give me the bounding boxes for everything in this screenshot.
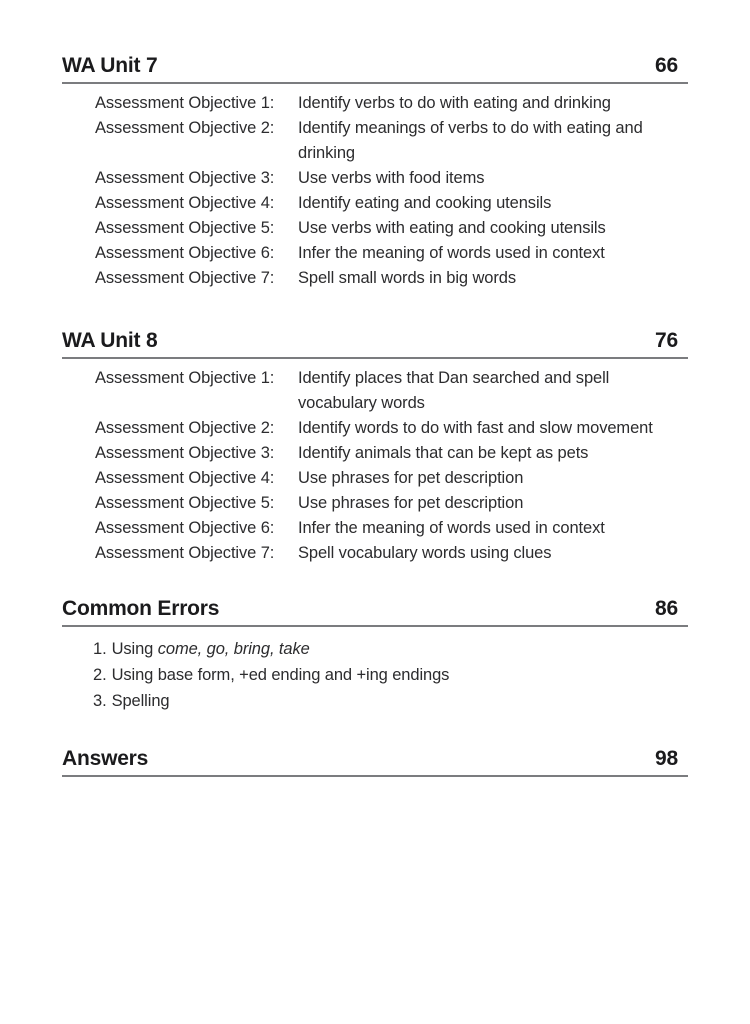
objectives-list-unit-7 <box>95 91 688 291</box>
section-page-number: 98 <box>655 747 678 770</box>
objective-row <box>95 516 688 541</box>
section-heading-wa-unit-7 <box>62 53 688 84</box>
objective-row <box>95 541 688 566</box>
section-page-number: 66 <box>655 54 678 77</box>
list-item-text: Using come, go, bring, take <box>111 640 310 658</box>
objective-label: Assessment Objective 1: <box>95 94 275 112</box>
objective-description: Use verbs with eating and cooking utensils <box>298 219 606 237</box>
objective-description: Identify places that Dan searched and spell vocabulary words <box>298 369 610 412</box>
objectives-list-unit-8 <box>95 366 688 566</box>
list-item <box>93 636 688 662</box>
objective-row <box>95 266 688 291</box>
objective-row <box>95 116 688 166</box>
list-item-text: Spelling <box>111 692 170 710</box>
objective-description: Infer the meaning of words used in context <box>298 244 605 262</box>
section-title: Common Errors <box>62 597 220 620</box>
objective-description: Identify meanings of verbs to do with eating and drinking <box>298 119 643 162</box>
list-item-number: 3. <box>93 692 107 710</box>
objective-description: Use phrases for pet description <box>298 494 524 512</box>
objective-label: Assessment Objective 3: <box>95 444 275 462</box>
objective-row <box>95 241 688 266</box>
objective-label: Assessment Objective 7: <box>95 269 275 287</box>
list-item-text: Using base form, +ed ending and +ing endings <box>111 666 450 684</box>
objective-label: Assessment Objective 5: <box>95 219 275 237</box>
list-item <box>93 688 688 714</box>
objective-description: Use phrases for pet description <box>298 469 524 487</box>
objective-row <box>95 491 688 516</box>
list-item <box>93 662 688 688</box>
objective-label: Assessment Objective 6: <box>95 519 275 537</box>
list-item-number: 2. <box>93 666 107 684</box>
objective-label: Assessment Objective 3: <box>95 169 275 187</box>
objective-label: Assessment Objective 7: <box>95 544 275 562</box>
objective-row <box>95 416 688 441</box>
section-title: Answers <box>62 747 149 770</box>
objective-description: Use verbs with food items <box>298 169 485 187</box>
objective-label: Assessment Objective 5: <box>95 494 275 512</box>
section-page-number: 86 <box>655 597 678 620</box>
objective-description: Identify verbs to do with eating and drinking <box>298 94 611 112</box>
objective-row <box>95 91 688 116</box>
section-title: WA Unit 7 <box>62 54 158 77</box>
objective-row <box>95 191 688 216</box>
objective-description: Identify eating and cooking utensils <box>298 194 552 212</box>
objective-label: Assessment Objective 6: <box>95 244 275 262</box>
section-title: WA Unit 8 <box>62 329 158 352</box>
section-page-number: 76 <box>655 329 678 352</box>
objective-description: Identify animals that can be kept as pets <box>298 444 589 462</box>
objective-description: Spell vocabulary words using clues <box>298 544 552 562</box>
list-item-number: 1. <box>93 640 107 658</box>
section-heading-answers <box>62 746 688 777</box>
objective-label: Assessment Objective 4: <box>95 194 275 212</box>
objective-row <box>95 466 688 491</box>
objective-description: Infer the meaning of words used in context <box>298 519 605 537</box>
common-errors-list <box>93 636 688 714</box>
objective-label: Assessment Objective 4: <box>95 469 275 487</box>
section-heading-wa-unit-8 <box>62 328 688 359</box>
objective-label: Assessment Objective 2: <box>95 419 275 437</box>
objective-description: Spell small words in big words <box>298 269 517 287</box>
objective-description: Identify words to do with fast and slow movement <box>298 419 653 437</box>
objective-label: Assessment Objective 1: <box>95 369 275 387</box>
section-heading-common-errors <box>62 596 688 627</box>
objective-row <box>95 441 688 466</box>
objective-label: Assessment Objective 2: <box>95 119 275 137</box>
objective-row <box>95 166 688 191</box>
objective-row <box>95 366 688 416</box>
objective-row <box>95 216 688 241</box>
